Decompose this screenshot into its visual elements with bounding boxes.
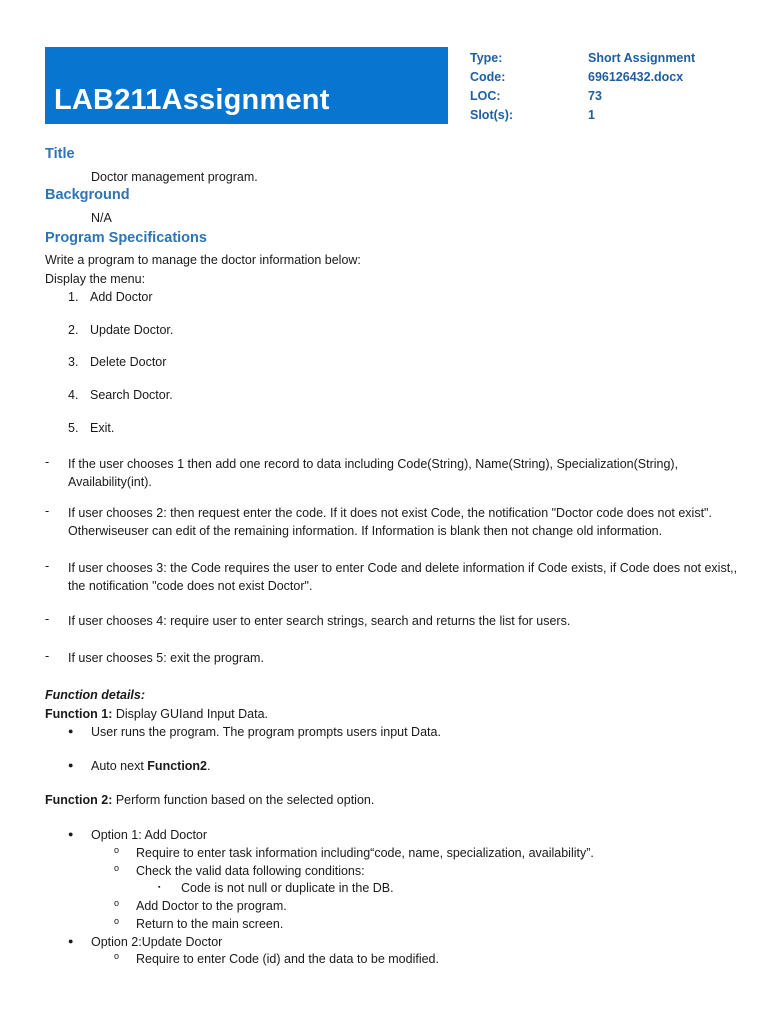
circle-bullet-icon: o	[114, 863, 120, 873]
background-heading: Background	[45, 187, 130, 203]
document-meta	[470, 49, 730, 125]
option-1-sub: Require to enter task information including“code, name, specialization, availability”.	[136, 846, 594, 860]
meta-type	[470, 49, 730, 68]
title-banner	[45, 47, 448, 124]
function-1-text: Display GUIand Input Data.	[112, 707, 268, 721]
meta-key: LOC:	[470, 89, 501, 103]
meta-code	[470, 68, 730, 87]
f1-bullet-end: .	[207, 759, 211, 773]
circle-bullet-icon: o	[114, 845, 120, 855]
meta-value: Short Assignment	[588, 51, 696, 65]
menu-label: Exit.	[90, 421, 115, 435]
meta-slots	[470, 106, 730, 125]
menu-label: Delete Doctor	[90, 355, 167, 369]
title-heading: Title	[45, 146, 75, 162]
meta-key: Type:	[470, 51, 503, 65]
title-text: Doctor management program.	[91, 170, 258, 184]
meta-value: 73	[588, 89, 602, 103]
circle-bullet-icon: o	[114, 916, 120, 926]
f1-bullet-item: User runs the program. The program prompts users input Data.	[91, 725, 441, 739]
bullet-icon: ●	[68, 726, 74, 736]
menu-label: Add Doctor	[90, 290, 153, 304]
function-2-line	[45, 792, 374, 809]
option-1-sub: Add Doctor to the program.	[136, 899, 287, 913]
function-2-text: Perform function based on the selected option.	[112, 793, 375, 807]
menu-label: Update Doctor.	[90, 323, 174, 337]
menu-number: 5.	[68, 421, 79, 435]
menu-number: 4.	[68, 388, 79, 402]
background-text: N/A	[91, 211, 112, 225]
option-2-sub: Require to enter Code (id) and the data to be modified.	[136, 952, 439, 966]
option-1-sub: Return to the main screen.	[136, 917, 284, 931]
function-details-heading: Function details:	[45, 688, 145, 702]
f1-bullet-bold: Function2	[147, 759, 208, 773]
menu-number: 1.	[68, 290, 79, 304]
dash-marker: -	[45, 559, 50, 573]
meta-value: 696126432.docx	[588, 70, 684, 84]
display-menu-label: Display the menu:	[45, 272, 146, 286]
bullet-icon: ●	[68, 760, 74, 770]
dash-marker: -	[45, 504, 50, 518]
circle-bullet-icon: o	[114, 898, 120, 908]
dash-marker: -	[45, 612, 50, 626]
dash-marker: -	[45, 455, 50, 469]
function-1-line	[45, 706, 268, 723]
menu-number: 3.	[68, 355, 79, 369]
meta-key: Slot(s):	[470, 108, 514, 122]
rule-item: If user chooses 2: then request enter the code. If it does not exist Code, the notification "Doctor code does not exist". Otherwiseuser can edit of the remaining information. If Information is blank then not change old information.	[68, 506, 712, 538]
f1-bullet-text: Auto next	[91, 759, 148, 773]
spec-heading: Program Specifications	[45, 230, 207, 246]
document-title: LAB211Assignment	[54, 84, 330, 116]
option-2: Option 2:Update Doctor	[91, 935, 223, 949]
option-1-sub: Check the valid data following conditions:	[136, 864, 365, 878]
meta-value: 1	[588, 108, 595, 122]
function-2-label: Function 2:	[45, 793, 113, 807]
function-1-label: Function 1:	[45, 707, 113, 721]
square-bullet-icon: ▪	[158, 884, 161, 891]
menu-number: 2.	[68, 323, 79, 337]
spec-intro: Write a program to manage the doctor information below:	[45, 253, 361, 267]
option-1: Option 1: Add Doctor	[91, 828, 208, 842]
circle-bullet-icon: o	[114, 951, 120, 961]
rule-item: If user chooses 3: the Code requires the user to enter Code and delete information if Code exists, if Code does not exist,, the notification "code does not exist Doctor".	[68, 561, 738, 593]
bullet-icon: ●	[68, 829, 74, 839]
dash-marker: -	[45, 649, 50, 663]
f1-bullet-item	[91, 758, 211, 775]
menu-label: Search Doctor.	[90, 388, 173, 402]
rule-item: If the user chooses 1 then add one record to data including Code(String), Name(String), Specialization(String), Availability(int).	[68, 457, 679, 489]
option-1-subsub: Code is not null or duplicate in the DB.	[181, 881, 394, 895]
meta-key: Code:	[470, 70, 506, 84]
meta-loc	[470, 87, 730, 106]
rule-item: If user chooses 5: exit the program.	[68, 651, 264, 665]
bullet-icon: ●	[68, 936, 74, 946]
rule-item: If user chooses 4: require user to enter search strings, search and returns the list for users.	[68, 614, 571, 628]
